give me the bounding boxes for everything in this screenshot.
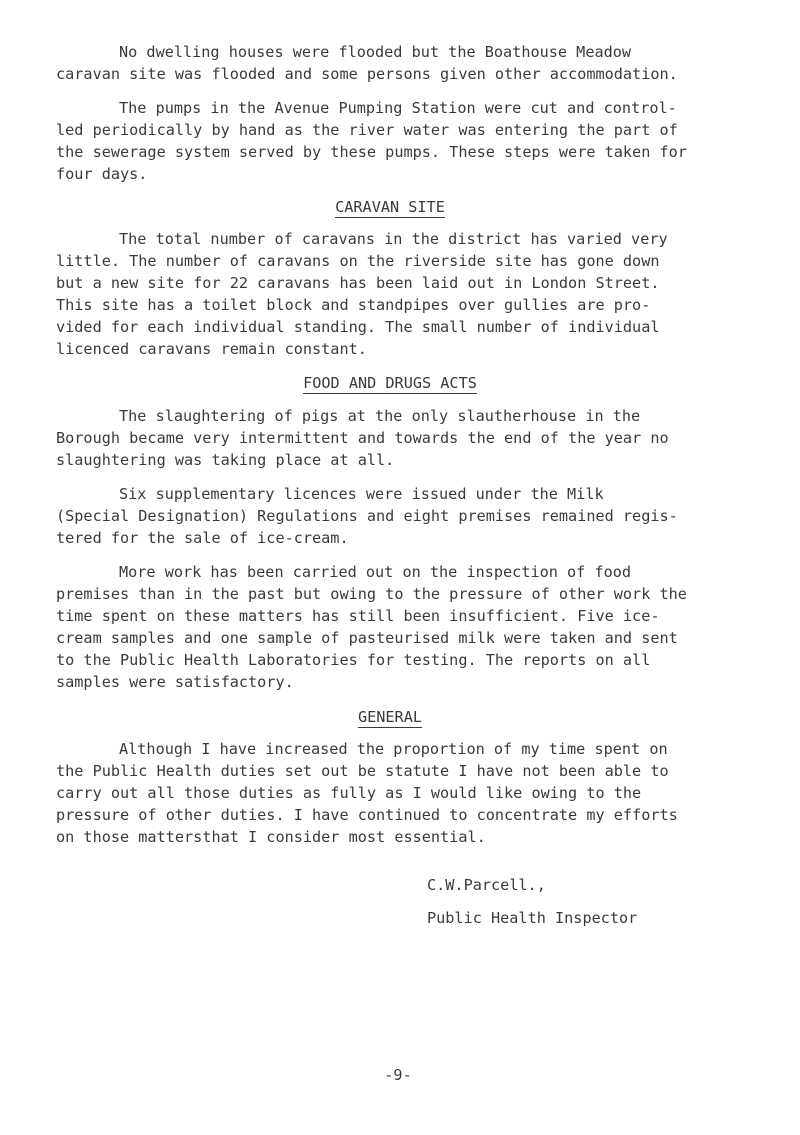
pumping-line-2: led periodically by hand as the river water was entering the part of (56, 121, 678, 139)
general-line-2: the Public Health duties set out be statute I have not been able to (56, 762, 669, 780)
food-p3-line-1: More work has been carried out on the inspection of food (119, 563, 632, 581)
food-p3-line-5: to the Public Health Laboratories for testing. The reports on all (56, 651, 651, 669)
page-number: -9- (384, 1066, 412, 1084)
section-heading-general: GENERAL (357, 708, 422, 726)
general-line-3: carry out all those duties as fully as I would like owing to the (56, 784, 642, 802)
food-p1-line-1: The slaughtering of pigs at the only slautherhouse in the (119, 407, 641, 425)
pumping-line-3: the sewerage system served by these pumps. These steps were taken for (56, 143, 687, 161)
caravan-line-2: little. The number of caravans on the riverside site has gone down (56, 252, 660, 270)
food-p1-line-3: slaughtering was taking place at all. (56, 451, 395, 469)
food-p3-line-6: samples were satisfactory. (56, 673, 294, 691)
food-p3-line-3: time spent on these matters has still been insufficient. Five ice- (56, 607, 660, 625)
caravan-line-4: This site has a toilet block and standpipes over gullies are pro- (56, 296, 651, 314)
food-p3-line-2: premises than in the past but owing to the pressure of other work the (56, 585, 687, 603)
caravan-line-3: but a new site for 22 caravans has been laid out in London Street. (56, 274, 660, 292)
general-line-1: Although I have increased the proportion of my time spent on (119, 740, 668, 758)
pumping-line-1: The pumps in the Avenue Pumping Station were cut and control- (119, 99, 677, 117)
caravan-line-5: vided for each individual standing. The small number of individual (56, 318, 660, 336)
section-heading-caravan-site: CARAVAN SITE (335, 198, 445, 216)
section-heading-food-and-drugs: FOOD AND DRUGS ACTS (303, 374, 477, 392)
food-p2-line-2: (Special Designation) Regulations and eight premises remained regis- (56, 507, 678, 525)
intro-line-2: caravan site was flooded and some persons given other accommodation. (56, 65, 678, 83)
food-p1-line-2: Borough became very intermittent and towards the end of the year no (56, 429, 669, 447)
food-p2-line-3: tered for the sale of ice-cream. (56, 529, 349, 547)
intro-line-1: No dwelling houses were flooded but the Boathouse Meadow (119, 43, 632, 61)
food-p2-line-1: Six supplementary licences were issued under the Milk (119, 485, 604, 503)
food-p3-line-4: cream samples and one sample of pasteurised milk were taken and sent (56, 629, 678, 647)
general-line-4: pressure of other duties. I have continued to concentrate my efforts (56, 806, 678, 824)
caravan-line-1: The total number of caravans in the district has varied very (119, 230, 668, 248)
signature-name: C.W.Parcell., (427, 876, 546, 894)
pumping-line-4: four days. (56, 165, 148, 183)
caravan-line-6: licenced caravans remain constant. (56, 340, 367, 358)
signature-title: Public Health Inspector (427, 909, 638, 927)
general-line-5: on those mattersthat I consider most essential. (56, 828, 486, 846)
